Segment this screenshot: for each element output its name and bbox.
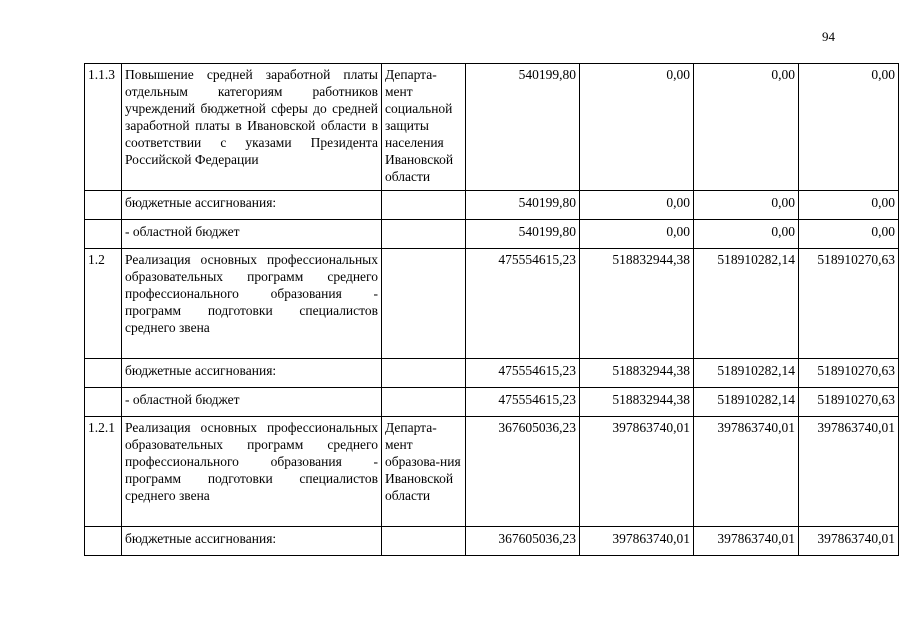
row-value-3: 0,00 (694, 191, 799, 220)
row-number (85, 527, 122, 556)
row-value-2: 518832944,38 (580, 249, 694, 359)
budget-table (84, 63, 899, 556)
row-value-4: 0,00 (799, 64, 899, 191)
row-value-2: 397863740,01 (580, 417, 694, 527)
row-value-1: 475554615,23 (466, 388, 580, 417)
row-value-3: 0,00 (694, 220, 799, 249)
page-number: 94 (822, 29, 835, 44)
row-value-4: 518910270,63 (799, 359, 899, 388)
row-value-3: 0,00 (694, 64, 799, 191)
row-executor (382, 249, 466, 359)
table-row (85, 64, 899, 191)
row-executor (382, 359, 466, 388)
row-number: 1.1.3 (85, 64, 122, 191)
row-value-4: 0,00 (799, 220, 899, 249)
row-value-3: 518910282,14 (694, 359, 799, 388)
row-executor (382, 191, 466, 220)
row-value-4: 0,00 (799, 191, 899, 220)
row-value-1: 367605036,23 (466, 527, 580, 556)
row-name: Повышение средней заработной платы отдельным категориям работников учреждений бюджетной сферы до средней заработной платы в Ивановской области в соответствии с указами Президента Российской Федерации (122, 64, 382, 191)
row-number: 1.2 (85, 249, 122, 359)
row-value-4: 397863740,01 (799, 417, 899, 527)
row-executor: Департа-мент социальной защиты населения Ивановской области (382, 64, 466, 191)
row-number: 1.2.1 (85, 417, 122, 527)
table-row (85, 249, 899, 359)
row-executor (382, 527, 466, 556)
row-name: Реализация основных профессиональных образовательных программ среднего профессионального образования - программ подготовки специалистов среднего звена (122, 417, 382, 527)
table-row (85, 417, 899, 527)
row-value-2: 518832944,38 (580, 388, 694, 417)
row-value-4: 518910270,63 (799, 388, 899, 417)
row-number (85, 220, 122, 249)
row-value-1: 540199,80 (466, 191, 580, 220)
table-row (85, 220, 899, 249)
row-number (85, 191, 122, 220)
row-value-1: 367605036,23 (466, 417, 580, 527)
row-executor (382, 220, 466, 249)
table-row (85, 388, 899, 417)
row-name: - областной бюджет (122, 220, 382, 249)
row-executor (382, 388, 466, 417)
row-name: бюджетные ассигнования: (122, 359, 382, 388)
row-value-4: 518910270,63 (799, 249, 899, 359)
row-value-1: 475554615,23 (466, 249, 580, 359)
row-name: бюджетные ассигнования: (122, 527, 382, 556)
row-value-2: 397863740,01 (580, 527, 694, 556)
row-number (85, 359, 122, 388)
row-value-3: 397863740,01 (694, 417, 799, 527)
row-value-2: 518832944,38 (580, 359, 694, 388)
row-number (85, 388, 122, 417)
row-value-1: 540199,80 (466, 220, 580, 249)
row-value-1: 475554615,23 (466, 359, 580, 388)
row-name: - областной бюджет (122, 388, 382, 417)
row-executor: Департа-мент образова-ния Ивановской области (382, 417, 466, 527)
row-value-1: 540199,80 (466, 64, 580, 191)
row-name: бюджетные ассигнования: (122, 191, 382, 220)
row-name: Реализация основных профессиональных образовательных программ среднего профессионального образования - программ подготовки специалистов среднего звена (122, 249, 382, 359)
row-value-2: 0,00 (580, 64, 694, 191)
table-row (85, 191, 899, 220)
row-value-3: 518910282,14 (694, 249, 799, 359)
row-value-4: 397863740,01 (799, 527, 899, 556)
table-row (85, 359, 899, 388)
table-row (85, 527, 899, 556)
row-value-2: 0,00 (580, 220, 694, 249)
row-value-2: 0,00 (580, 191, 694, 220)
row-value-3: 397863740,01 (694, 527, 799, 556)
row-value-3: 518910282,14 (694, 388, 799, 417)
